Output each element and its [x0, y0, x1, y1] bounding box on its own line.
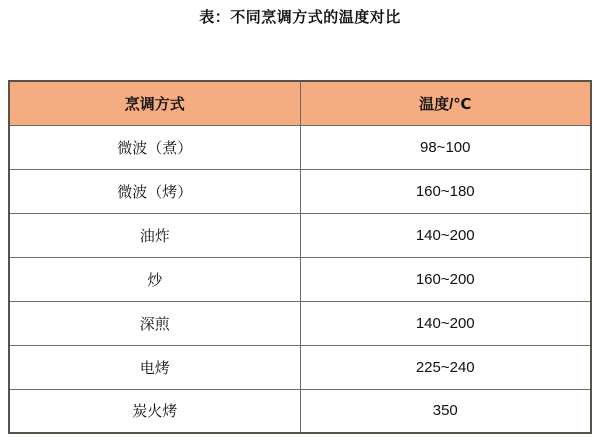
- page-title: 表：不同烹调方式的温度对比: [199, 9, 401, 26]
- cell-method: 微波（煮）: [9, 125, 300, 169]
- cell-temperature: 160~200: [300, 257, 591, 301]
- table-row: [9, 213, 591, 257]
- table-row: [9, 345, 591, 389]
- column-header-method: 烹调方式: [9, 81, 300, 125]
- cooking-temperature-table: [8, 80, 592, 434]
- table-row: [9, 169, 591, 213]
- table-row: [9, 301, 591, 345]
- cell-temperature: 140~200: [300, 213, 591, 257]
- cell-temperature: 160~180: [300, 169, 591, 213]
- cell-temperature: 225~240: [300, 345, 591, 389]
- cell-method: 油炸: [9, 213, 300, 257]
- cell-method: 炒: [9, 257, 300, 301]
- column-header-temperature: 温度/℃: [300, 81, 591, 125]
- header-row: [9, 81, 591, 125]
- cell-method: 微波（烤）: [9, 169, 300, 213]
- table-row: [9, 125, 591, 169]
- cell-temperature: 350: [300, 389, 591, 433]
- cell-temperature: 140~200: [300, 301, 591, 345]
- table-row: [9, 257, 591, 301]
- cell-method: 电烤: [9, 345, 300, 389]
- cell-method: 炭火烤: [9, 389, 300, 433]
- table-header: [9, 81, 591, 125]
- table-body: [9, 125, 591, 433]
- cell-method: 深煎: [9, 301, 300, 345]
- cell-temperature: 98~100: [300, 125, 591, 169]
- table-row: [9, 389, 591, 433]
